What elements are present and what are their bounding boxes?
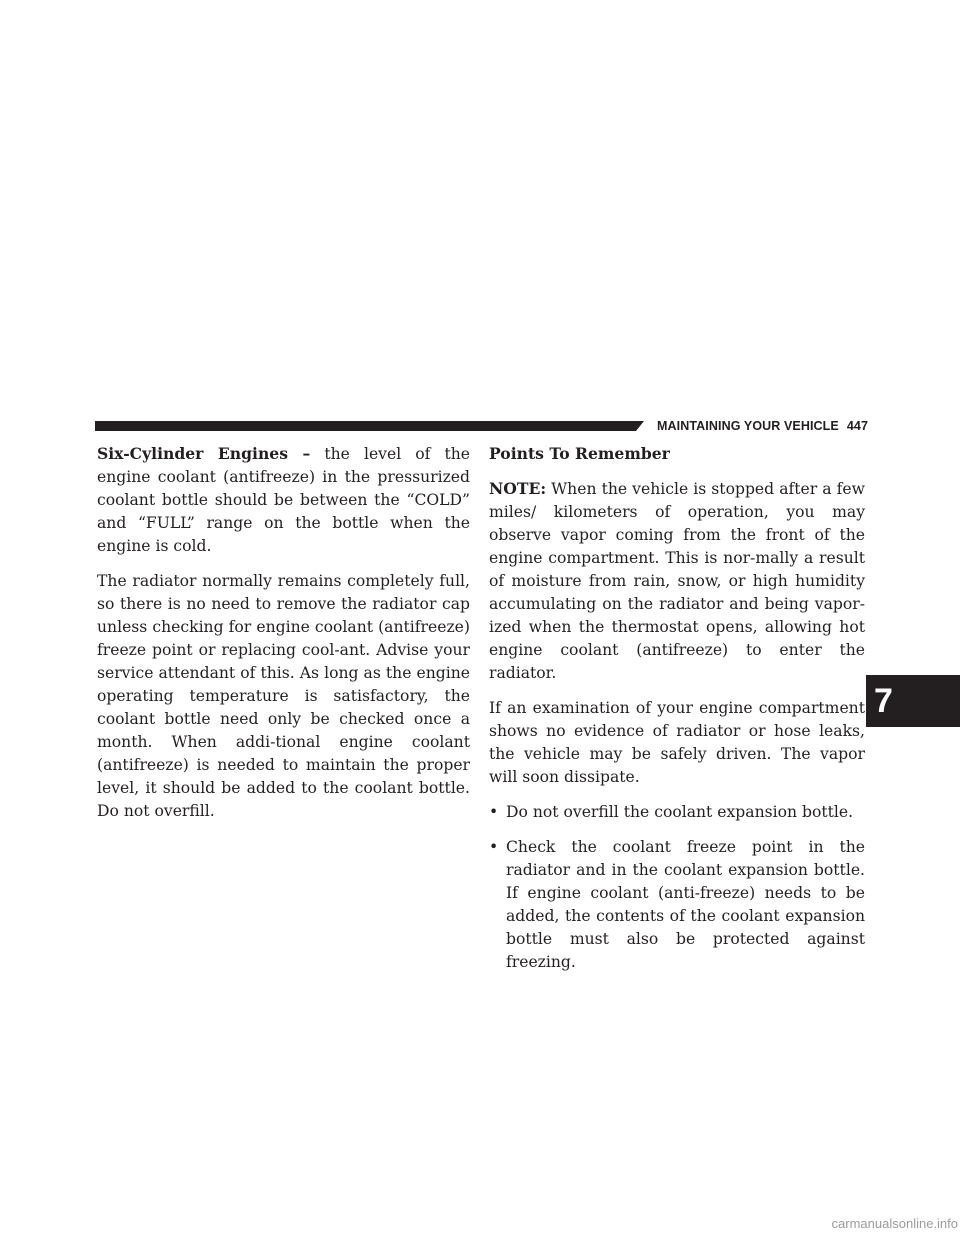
list-item-text: Check the coolant freeze point in the radiator and in the coolant expansion bottle. If engine coolant (anti-freeze) needs to be added, the contents of the coolant expansion bottle must also be protected against freezing. (506, 838, 865, 971)
left-column (97, 442, 470, 835)
section-title: MAINTAINING YOUR VEHICLE (657, 419, 839, 433)
paragraph-text: the level of the engine coolant (antifreeze) in the pressurized coolant bottle should be between the “COLD” and “FULL” range on the bottle when the engine is cold. (97, 445, 470, 555)
run-in-heading: Six-Cylinder Engines – (97, 444, 311, 463)
page-number: 447 (846, 419, 868, 433)
bullet-icon: • (489, 803, 499, 821)
running-head (648, 419, 868, 433)
paragraph-radiator: The radiator normally remains completely full, so there is no need to remove the radiator cap unless checking for engine coolant (antifreeze) freeze point or replacing cool-ant. Advise your service attendant of this. As long as the engine operating temperature is satisfactory, the coolant bottle need only be checked once a month. When addi-tional engine coolant (antifreeze) is needed to maintain the proper level, it should be added to the coolant bottle. Do not overfill. (97, 572, 470, 820)
watermark: carmanualsonline.info (831, 1216, 958, 1231)
paragraph-examination: If an examination of your engine compartment shows no evidence of radiator or hose leaks, the vehicle may be safely driven. The vapor will soon dissipate. (489, 699, 865, 786)
right-column (489, 442, 865, 986)
list-item-text: Do not overfill the coolant expansion bottle. (506, 803, 854, 821)
paragraph-six-cylinder (97, 442, 470, 558)
note-paragraph (489, 477, 865, 685)
list-item (489, 836, 865, 974)
note-label: NOTE: (489, 479, 547, 498)
list-item (489, 801, 865, 824)
bullet-icon: • (489, 838, 499, 856)
header-rule (95, 421, 636, 431)
section-heading: Points To Remember (489, 444, 670, 463)
note-text: When the vehicle is stopped after a few miles/ kilometers of operation, you may observe vapor coming from the front of the engine compartment. This is nor-mally a result of moisture from rain, snow, or high humidity accumulating on the radiator and being vapor-ized when the thermostat opens, allowing hot engine coolant (antifreeze) to enter the radiator. (489, 480, 865, 682)
chapter-tab: 7 (866, 675, 960, 727)
bullet-list (489, 801, 865, 974)
